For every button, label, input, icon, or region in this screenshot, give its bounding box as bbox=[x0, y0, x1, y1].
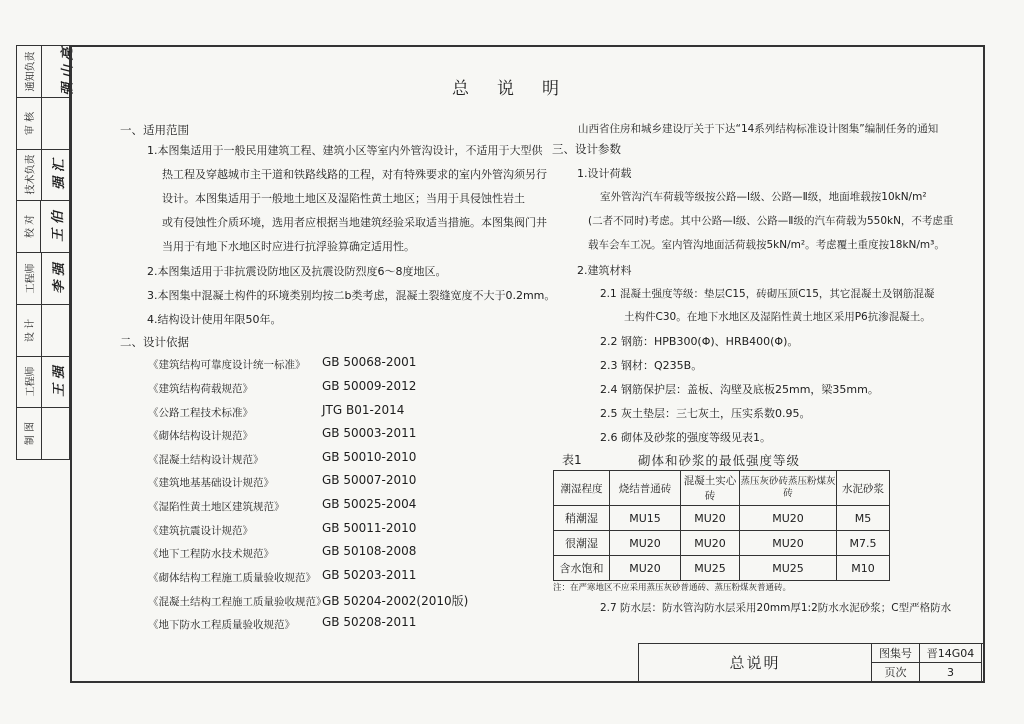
standard-name: 《混凝土结构工程施工质量验收规范》 bbox=[148, 596, 327, 608]
title-block-page-value: 3 bbox=[920, 663, 982, 682]
sidebar-label: 审 核 bbox=[25, 111, 37, 135]
standard-name: 《建筑抗震设计规范》 bbox=[148, 525, 253, 537]
scope-para-3: 3.本图集中混凝土构件的环境类别均按二b类考虑，混凝土裂缝宽度不大于0.2mm。 bbox=[147, 289, 556, 302]
sidebar-signature: 王 伯 bbox=[50, 211, 66, 242]
title-block-atlas-value: 晋14G04 bbox=[920, 644, 982, 663]
sidebar-label: 设 计 bbox=[25, 318, 37, 342]
sidebar-signature: 强 山 亮 bbox=[60, 47, 76, 96]
table-cell: MU20 bbox=[740, 506, 837, 531]
table-cell: M7.5 bbox=[837, 531, 890, 556]
standard-name: 《湿陷性黄土地区建筑规范》 bbox=[148, 501, 285, 513]
title-block-main: 总说明 bbox=[639, 644, 872, 682]
table-header-cell: 混凝土实心砖 bbox=[681, 471, 740, 506]
sidebar-signature: 强 汇 bbox=[51, 159, 67, 191]
scope-para-1-line-3: 设计。本图集适用于一般地土地区及湿陷性黄土地区；当用于具侵蚀性岩土 bbox=[162, 192, 525, 205]
standard-code: GB 50208-2011 bbox=[322, 615, 417, 629]
standard-name: 《建筑地基基础设计规范》 bbox=[148, 477, 274, 489]
table-cell: 很潮湿 bbox=[554, 531, 610, 556]
sidebar-row bbox=[17, 98, 69, 150]
table-header-row bbox=[554, 471, 890, 506]
standard-code: GB 50203-2011 bbox=[322, 568, 417, 582]
standard-code: GB 50007-2010 bbox=[322, 473, 417, 487]
sidebar-row bbox=[17, 201, 69, 253]
table-cell: M10 bbox=[837, 556, 890, 581]
standard-name: 《混凝土结构设计规范》 bbox=[148, 454, 264, 466]
table-row bbox=[554, 506, 890, 531]
signature-sidebar bbox=[16, 45, 76, 460]
design-load-line-1: 室外管沟汽车荷载等级按公路—Ⅰ级、公路—Ⅱ级，地面堆载按10kN/m² bbox=[600, 191, 927, 203]
material-2-4: 2.4 钢筋保护层：盖板、沟壁及底板25mm，梁35mm。 bbox=[600, 383, 879, 396]
sidebar-row bbox=[17, 408, 69, 459]
standard-code: GB 50204-2002(2010版) bbox=[322, 594, 469, 608]
table-title: 砌体和砂浆的最低强度等级 bbox=[638, 453, 801, 468]
section-heading-scope: 一、适用范围 bbox=[120, 123, 189, 137]
scope-para-1-line-5: 当用于有地下水地区时应进行抗浮验算确定适用性。 bbox=[162, 240, 415, 253]
sidebar-row bbox=[17, 46, 76, 98]
table-row bbox=[554, 556, 890, 581]
sidebar-row bbox=[17, 357, 69, 409]
material-2-7: 2.7 防水层：防水管沟防水层采用20mm厚1:2防水水泥砂浆；C型严格防水 bbox=[600, 602, 952, 614]
table-label: 表1 bbox=[562, 453, 582, 467]
table-cell: 含水饱和 bbox=[554, 556, 610, 581]
standard-name: 《地下工程防水技术规范》 bbox=[148, 548, 274, 560]
sidebar-row bbox=[17, 305, 69, 357]
material-2-1-line-1: 2.1 混凝土强度等级：垫层C15，砖砌压顶C15，其它混凝土及钢筋混凝 bbox=[600, 288, 935, 300]
table-row bbox=[554, 531, 890, 556]
sidebar-label: 技术负责 bbox=[25, 154, 37, 195]
table-note: 注：在严寒地区不应采用蒸压灰砂普通砖、蒸压粉煤灰普通砖。 bbox=[553, 583, 792, 593]
standard-code: GB 50025-2004 bbox=[322, 497, 417, 511]
standard-name: 《公路工程技术标准》 bbox=[148, 407, 253, 419]
table-cell: MU20 bbox=[681, 531, 740, 556]
table-cell: MU15 bbox=[610, 506, 681, 531]
material-2-6: 2.6 砌体及砂浆的强度等级见表1。 bbox=[600, 431, 771, 444]
sidebar-label: 通知负责 bbox=[25, 51, 37, 92]
standard-name: 《砌体结构工程施工质量验收规范》 bbox=[148, 572, 316, 584]
material-strength-table bbox=[553, 470, 890, 581]
section-heading-basis: 二、设计依据 bbox=[120, 335, 189, 349]
sidebar-signature: 李 强 bbox=[51, 263, 67, 294]
standard-name: 《建筑结构可靠度设计统一标准》 bbox=[148, 359, 306, 371]
standard-name: 《建筑结构荷载规范》 bbox=[148, 383, 253, 395]
design-load-heading: 1.设计荷载 bbox=[577, 167, 632, 180]
standard-code: GB 50011-2010 bbox=[322, 521, 417, 535]
title-block-atlas-label: 图集号 bbox=[872, 644, 920, 663]
standard-code: GB 50108-2008 bbox=[322, 544, 417, 558]
standard-name: 《砌体结构设计规范》 bbox=[148, 430, 253, 442]
title-block-page-label: 页次 bbox=[872, 663, 920, 682]
table-cell: MU20 bbox=[740, 531, 837, 556]
scope-para-1-line-2: 热工程及穿越城市主干道和铁路线路的工程，对有特殊要求的室内外管沟须另行 bbox=[162, 168, 547, 181]
standard-code: GB 50068-2001 bbox=[322, 355, 417, 369]
sidebar-row bbox=[17, 253, 69, 305]
standard-code: GB 50003-2011 bbox=[322, 426, 417, 440]
material-2-3: 2.3 钢材：Q235B。 bbox=[600, 359, 703, 372]
standard-code: GB 50010-2010 bbox=[322, 450, 417, 464]
sidebar-label: 校 对 bbox=[25, 215, 37, 239]
scope-para-1-line-4: 或有侵蚀性介质环境，选用者应根据当地建筑经验采取适当措施。本图集阀门井 bbox=[162, 216, 547, 229]
material-2-1-line-2: 土构件C30。在地下水地区及湿陷性黄土地区采用P6抗渗混凝土。 bbox=[624, 311, 931, 323]
scope-para-4: 4.结构设计使用年限50年。 bbox=[147, 313, 282, 326]
sidebar-label: 工程师 bbox=[25, 366, 37, 397]
page-title: 总说明 bbox=[452, 79, 587, 99]
material-2-2: 2.2 钢筋：HPB300(Φ)、HRB400(Φ)。 bbox=[600, 335, 799, 348]
sidebar-row bbox=[17, 150, 69, 202]
table-cell: M5 bbox=[837, 506, 890, 531]
table-cell: MU20 bbox=[610, 531, 681, 556]
standard-name: 《地下防水工程质量验收规范》 bbox=[148, 619, 295, 631]
standard-code: GB 50009-2012 bbox=[322, 379, 417, 393]
table-cell: MU25 bbox=[681, 556, 740, 581]
table-header-cell: 潮湿程度 bbox=[554, 471, 610, 506]
table-header-cell: 水泥砂浆 bbox=[837, 471, 890, 506]
sidebar-label: 工程师 bbox=[25, 263, 37, 294]
section-heading-params: 三、设计参数 bbox=[552, 142, 621, 156]
table-cell: MU20 bbox=[681, 506, 740, 531]
notice-line: 山西省住房和城乡建设厅关于下达“14系列结构标准设计图集”编制任务的通知 bbox=[578, 123, 939, 135]
table-header-cell: 烧结普通砖 bbox=[610, 471, 681, 506]
table-header-cell: 蒸压灰砂砖蒸压粉煤灰砖 bbox=[740, 471, 837, 506]
title-block bbox=[638, 643, 984, 682]
sidebar-signature: 王 强 bbox=[51, 366, 67, 398]
scope-para-1-line-1: 1.本图集适用于一般民用建筑工程、建筑小区等室内外管沟设计，不适用于大型供 bbox=[147, 144, 543, 157]
table-cell: MU25 bbox=[740, 556, 837, 581]
table-cell: 稍潮湿 bbox=[554, 506, 610, 531]
scope-para-2: 2.本图集适用于非抗震设防地区及抗震设防烈度6～8度地区。 bbox=[147, 265, 447, 278]
material-2-5: 2.5 灰土垫层：三七灰土，压实系数0.95。 bbox=[600, 407, 811, 420]
table-cell: MU20 bbox=[610, 556, 681, 581]
standard-code: JTG B01-2014 bbox=[322, 403, 405, 417]
design-load-line-2: (二者不同时)考虑。其中公路—Ⅰ级、公路—Ⅱ级的汽车荷载为550kN，不考虑重 bbox=[588, 215, 954, 227]
materials-heading: 2.建筑材料 bbox=[577, 264, 632, 277]
design-load-line-3: 载车会车工况。室内管沟地面活荷载按5kN/m²。考虑覆土重度按18kN/m³。 bbox=[588, 239, 945, 251]
sidebar-label: 制 图 bbox=[25, 422, 37, 446]
